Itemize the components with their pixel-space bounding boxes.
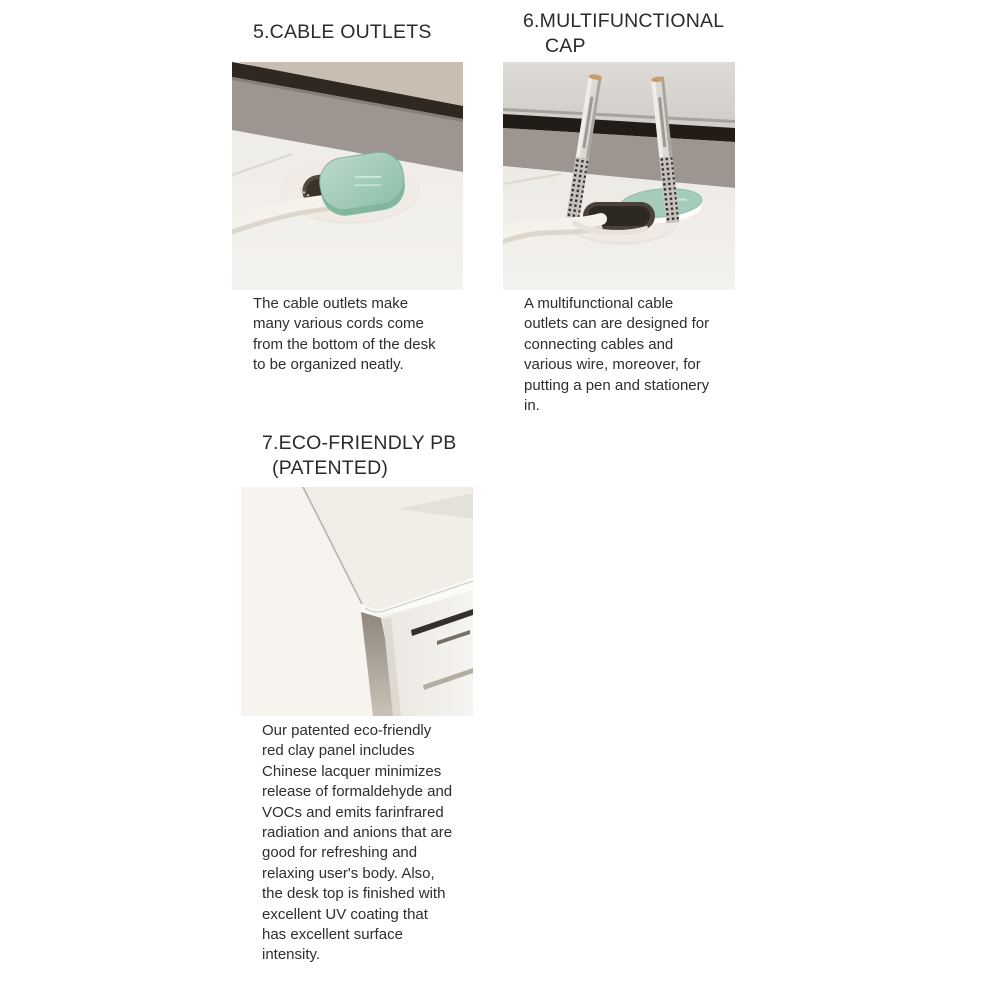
- heading-line2: (PATENTED): [272, 457, 389, 479]
- heading-line: 7.ECO-FRIENDLY PB: [262, 432, 457, 454]
- pens-in-outlet-photo: [503, 62, 735, 290]
- section-heading-cable-outlets: [253, 20, 432, 45]
- cable-outlet-photo: [232, 62, 463, 290]
- caption-multifunctional-cap: A multifunctional cable outlets can are designed for connecting cables and various wire, moreover, for putting a pen and stationery in.: [524, 295, 710, 415]
- desk-corner-photo: [241, 487, 473, 716]
- heading-line: 5.CABLE OUTLETS: [253, 21, 432, 43]
- heading-line: 6.MULTIFUNCTIONAL: [523, 10, 725, 32]
- caption-eco-friendly-pb: Our patented eco-friendly red clay panel includes Chinese lacquer minimizes release of formaldehyde and VOCs and emits farinfrared radiation and anions that are good for refreshing and relaxing user's body. Also, the desk top is finished with excellent UV coating that has excellent surface intensity.: [262, 722, 453, 964]
- section-heading-multifunctional-cap: [523, 9, 724, 59]
- section-heading-eco-friendly-pb: [262, 431, 456, 481]
- caption-cable-outlets: The cable outlets make many various cords come from the bottom of the desk to be organized neatly.: [253, 295, 436, 374]
- heading-line2: CAP: [545, 35, 586, 57]
